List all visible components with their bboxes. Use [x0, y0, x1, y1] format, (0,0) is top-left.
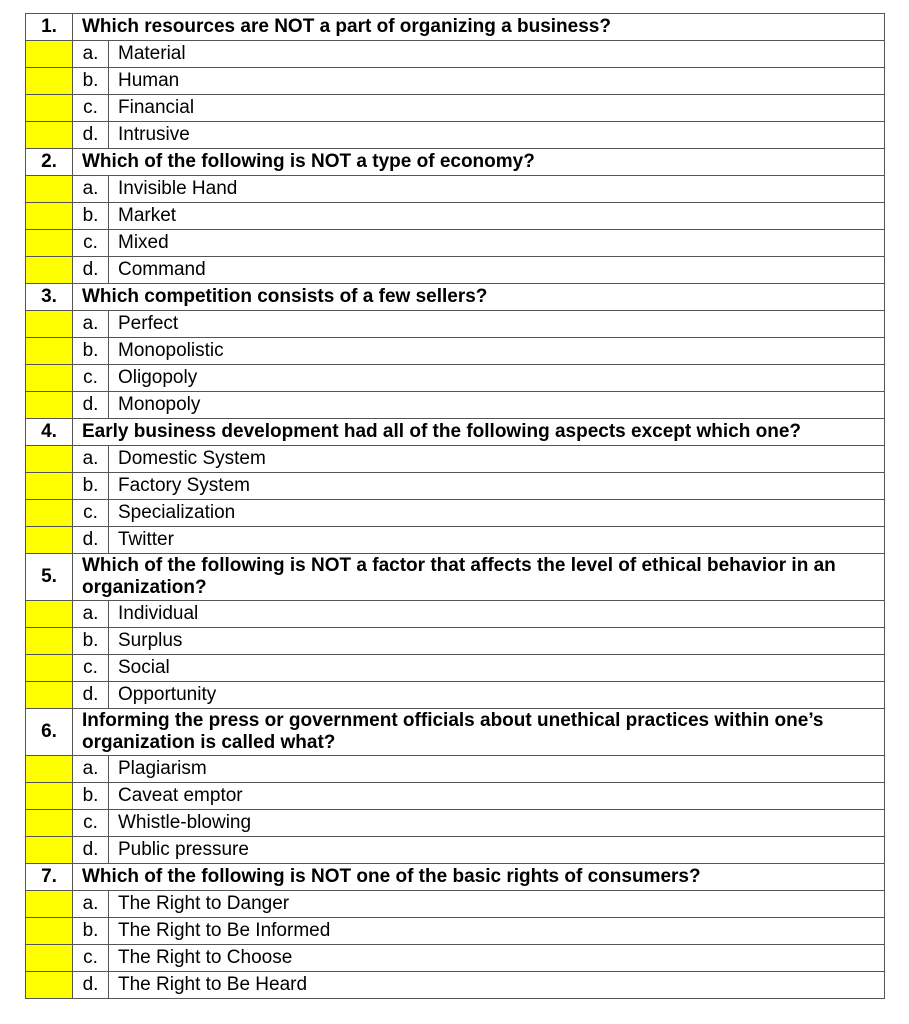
quiz-table — [25, 13, 885, 999]
answer-mark-cell[interactable] — [26, 891, 73, 918]
answer-row — [26, 311, 885, 338]
answer-row — [26, 41, 885, 68]
option-letter: a. — [73, 311, 109, 338]
option-text: The Right to Be Heard — [109, 972, 885, 999]
option-text: Material — [109, 41, 885, 68]
option-letter: c. — [73, 655, 109, 682]
option-letter: b. — [73, 783, 109, 810]
answer-row — [26, 446, 885, 473]
option-text: Human — [109, 68, 885, 95]
answer-row — [26, 628, 885, 655]
answer-mark-cell[interactable] — [26, 500, 73, 527]
answer-mark-cell[interactable] — [26, 527, 73, 554]
answer-mark-cell[interactable] — [26, 655, 73, 682]
answer-mark-cell[interactable] — [26, 311, 73, 338]
option-letter: a. — [73, 601, 109, 628]
answer-mark-cell[interactable] — [26, 41, 73, 68]
answer-row — [26, 945, 885, 972]
answer-mark-cell[interactable] — [26, 176, 73, 203]
option-text: Monopolistic — [109, 338, 885, 365]
answer-row — [26, 392, 885, 419]
option-letter: d. — [73, 392, 109, 419]
option-letter: d. — [73, 122, 109, 149]
question-number: 4. — [26, 419, 73, 446]
question-row — [26, 149, 885, 176]
answer-mark-cell[interactable] — [26, 338, 73, 365]
question-text: Which of the following is NOT a factor that affects the level of ethical behavior in an organization? — [73, 554, 885, 601]
answer-mark-cell[interactable] — [26, 230, 73, 257]
answer-mark-cell[interactable] — [26, 945, 73, 972]
answer-row — [26, 203, 885, 230]
question-row — [26, 864, 885, 891]
question-text: Informing the press or government officials about unethical practices within one’s organization is called what? — [73, 709, 885, 756]
answer-row — [26, 756, 885, 783]
option-text: Invisible Hand — [109, 176, 885, 203]
answer-row — [26, 176, 885, 203]
option-text: Factory System — [109, 473, 885, 500]
answer-row — [26, 655, 885, 682]
question-text: Which competition consists of a few sellers? — [73, 284, 885, 311]
option-letter: d. — [73, 972, 109, 999]
answer-mark-cell[interactable] — [26, 68, 73, 95]
option-text: The Right to Be Informed — [109, 918, 885, 945]
answer-row — [26, 527, 885, 554]
question-text: Which of the following is NOT one of the basic rights of consumers? — [73, 864, 885, 891]
option-letter: a. — [73, 446, 109, 473]
option-letter: a. — [73, 891, 109, 918]
option-text: Perfect — [109, 311, 885, 338]
answer-mark-cell[interactable] — [26, 203, 73, 230]
question-row — [26, 709, 885, 756]
option-text: Oligopoly — [109, 365, 885, 392]
option-letter: c. — [73, 500, 109, 527]
option-letter: b. — [73, 68, 109, 95]
option-text: Market — [109, 203, 885, 230]
question-number: 6. — [26, 709, 73, 756]
answer-mark-cell[interactable] — [26, 446, 73, 473]
answer-mark-cell[interactable] — [26, 122, 73, 149]
answer-row — [26, 601, 885, 628]
option-letter: b. — [73, 628, 109, 655]
answer-mark-cell[interactable] — [26, 365, 73, 392]
option-text: Surplus — [109, 628, 885, 655]
answer-mark-cell[interactable] — [26, 628, 73, 655]
answer-row — [26, 500, 885, 527]
option-text: Whistle-blowing — [109, 810, 885, 837]
option-letter: b. — [73, 473, 109, 500]
answer-row — [26, 682, 885, 709]
option-text: Individual — [109, 601, 885, 628]
option-letter: d. — [73, 837, 109, 864]
answer-row — [26, 257, 885, 284]
option-letter: b. — [73, 203, 109, 230]
question-number: 1. — [26, 14, 73, 41]
question-text: Which of the following is NOT a type of economy? — [73, 149, 885, 176]
option-letter: a. — [73, 756, 109, 783]
answer-mark-cell[interactable] — [26, 972, 73, 999]
option-text: Domestic System — [109, 446, 885, 473]
answer-mark-cell[interactable] — [26, 95, 73, 122]
answer-row — [26, 783, 885, 810]
answer-mark-cell[interactable] — [26, 783, 73, 810]
option-text: Opportunity — [109, 682, 885, 709]
question-number: 2. — [26, 149, 73, 176]
question-number: 7. — [26, 864, 73, 891]
answer-row — [26, 365, 885, 392]
answer-mark-cell[interactable] — [26, 756, 73, 783]
option-text: Command — [109, 257, 885, 284]
question-row — [26, 554, 885, 601]
answer-mark-cell[interactable] — [26, 810, 73, 837]
answer-row — [26, 95, 885, 122]
answer-mark-cell[interactable] — [26, 918, 73, 945]
option-letter: c. — [73, 230, 109, 257]
answer-row — [26, 918, 885, 945]
question-row — [26, 14, 885, 41]
option-text: Mixed — [109, 230, 885, 257]
answer-row — [26, 338, 885, 365]
question-number: 5. — [26, 554, 73, 601]
option-letter: c. — [73, 810, 109, 837]
answer-mark-cell[interactable] — [26, 257, 73, 284]
option-letter: d. — [73, 257, 109, 284]
option-letter: d. — [73, 527, 109, 554]
answer-mark-cell[interactable] — [26, 392, 73, 419]
answer-mark-cell[interactable] — [26, 601, 73, 628]
answer-mark-cell[interactable] — [26, 682, 73, 709]
option-text: Social — [109, 655, 885, 682]
answer-row — [26, 68, 885, 95]
answer-row — [26, 972, 885, 999]
question-row — [26, 419, 885, 446]
option-text: Intrusive — [109, 122, 885, 149]
option-text: Financial — [109, 95, 885, 122]
option-text: The Right to Danger — [109, 891, 885, 918]
question-row — [26, 284, 885, 311]
question-number: 3. — [26, 284, 73, 311]
option-letter: c. — [73, 95, 109, 122]
answer-row — [26, 473, 885, 500]
question-text: Which resources are NOT a part of organizing a business? — [73, 14, 885, 41]
answer-row — [26, 837, 885, 864]
option-letter: c. — [73, 365, 109, 392]
option-text: Plagiarism — [109, 756, 885, 783]
option-text: Public pressure — [109, 837, 885, 864]
option-text: Monopoly — [109, 392, 885, 419]
option-letter: a. — [73, 176, 109, 203]
answer-row — [26, 122, 885, 149]
option-text: The Right to Choose — [109, 945, 885, 972]
option-text: Twitter — [109, 527, 885, 554]
option-letter: d. — [73, 682, 109, 709]
answer-mark-cell[interactable] — [26, 837, 73, 864]
option-letter: b. — [73, 918, 109, 945]
option-text: Specialization — [109, 500, 885, 527]
answer-row — [26, 230, 885, 257]
option-letter: b. — [73, 338, 109, 365]
option-text: Caveat emptor — [109, 783, 885, 810]
answer-mark-cell[interactable] — [26, 473, 73, 500]
option-letter: a. — [73, 41, 109, 68]
answer-row — [26, 891, 885, 918]
question-text: Early business development had all of the following aspects except which one? — [73, 419, 885, 446]
quiz-body — [26, 14, 885, 999]
option-letter: c. — [73, 945, 109, 972]
answer-row — [26, 810, 885, 837]
